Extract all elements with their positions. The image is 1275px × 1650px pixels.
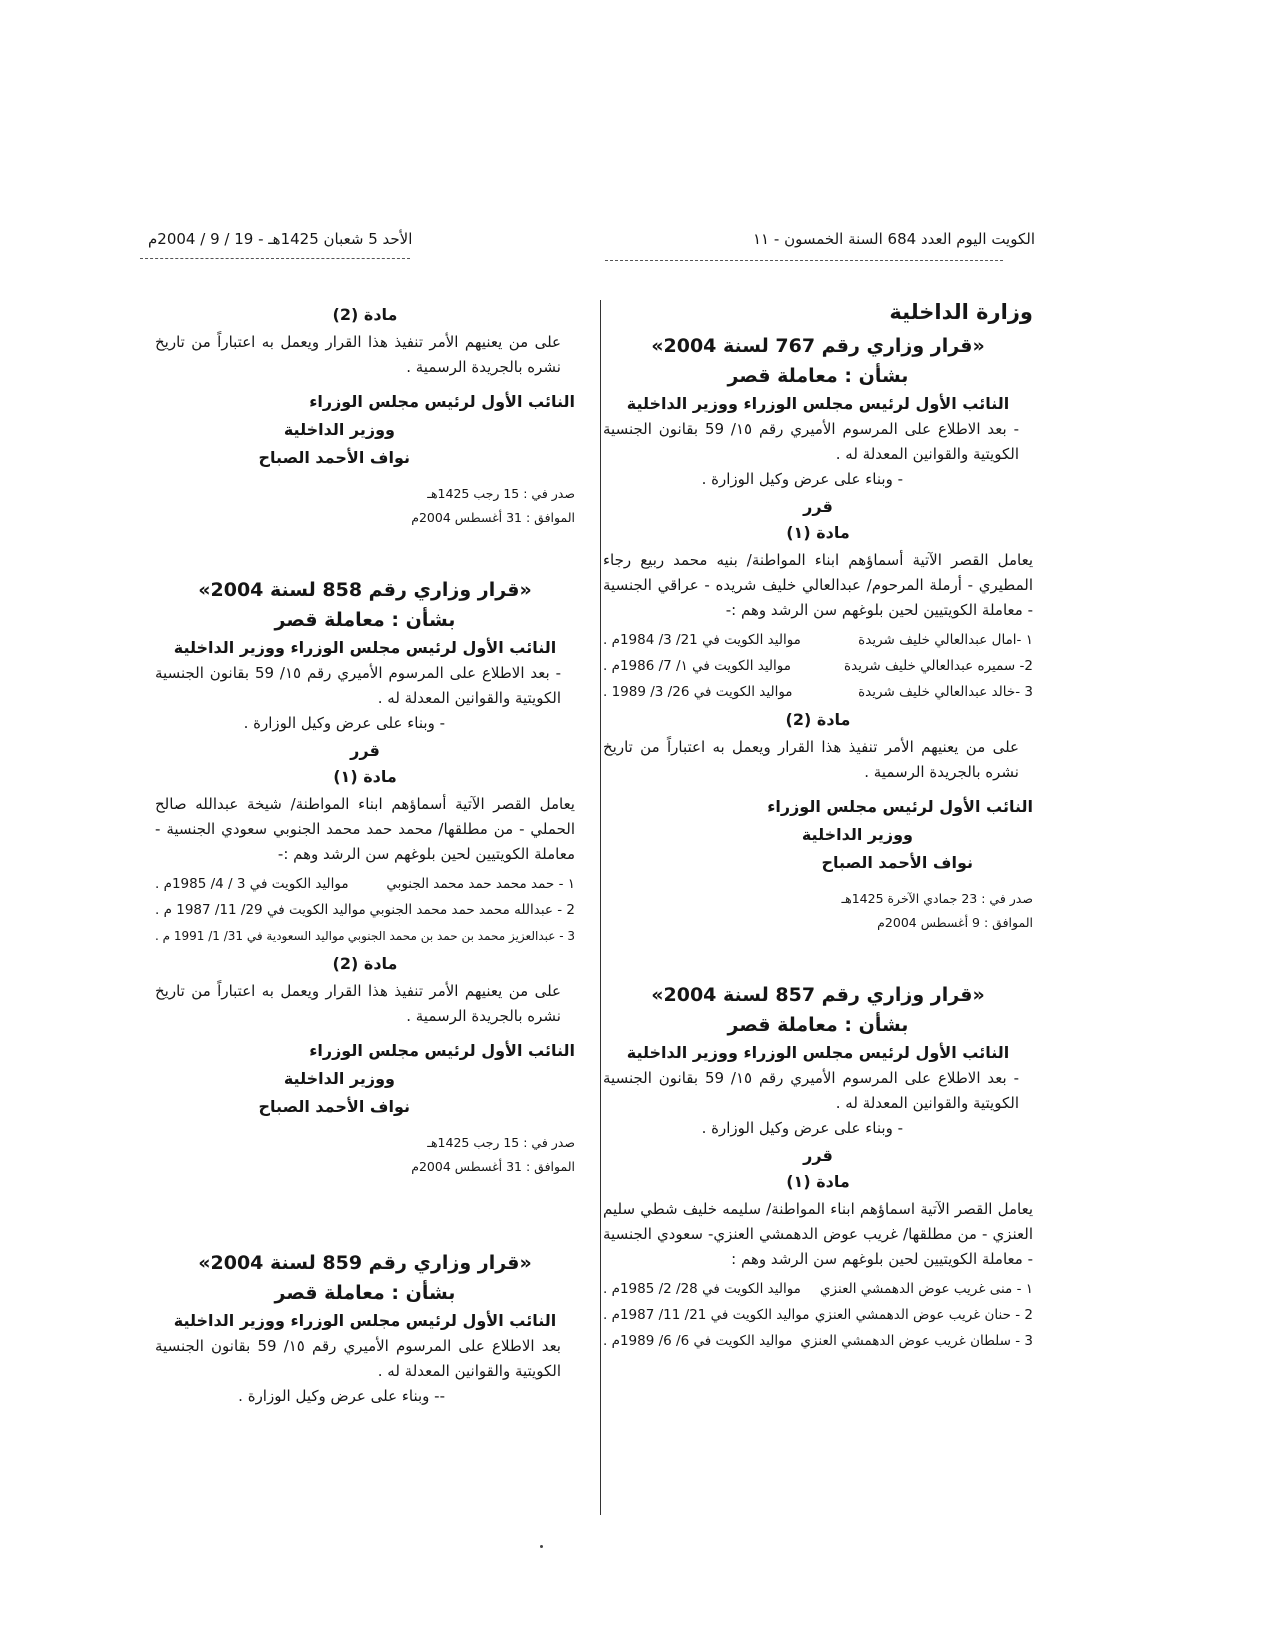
decision-preamble: - بعد الاطلاع على المرسوم الأميري رقم ١٥/ 59 بقانون الجنسية الكويتية والقوانين المعدلة له . — [603, 1069, 1019, 1112]
decision-858 — [155, 576, 575, 1179]
decision-859 — [155, 1249, 575, 1409]
header-issue-text: الكويت اليوم العدد 684 السنة الخمسون - ١١ — [753, 230, 1035, 248]
page-speck — [540, 1545, 543, 1548]
signature-block — [155, 388, 575, 472]
decision-preamble: - وبناء على عرض وكيل الوزارة . — [243, 714, 445, 732]
issue-dates — [155, 1131, 575, 1179]
decision-issuer: النائب الأول لرئيس مجلس الوزراء ووزير الداخلية — [626, 1043, 1010, 1062]
signatory-title: النائب الأول لرئيس مجلس الوزراء — [767, 797, 1033, 816]
child-birth: مواليد الكويت في 3 / 4/ 1985م . — [155, 876, 349, 892]
article-text: على من يعنيهم الأمر تنفيذ هذا القرار ويعمل به اعتباراً من تاريخ نشره بالجريدة الرسمية . — [603, 738, 1019, 781]
signatory-title: ووزير الداخلية — [801, 825, 913, 844]
signature-block — [603, 793, 1033, 877]
list-item — [155, 897, 575, 923]
right-column — [603, 300, 1033, 1358]
child-name: 2 - حنان غريب عوض الدهمشي العنزي — [814, 1307, 1033, 1323]
list-item — [155, 923, 575, 949]
header-date-text: الأحد 5 شعبان 1425هـ - 19 / 9 / 2004م — [148, 230, 413, 248]
ministry-heading: وزارة الداخلية — [889, 300, 1033, 324]
signature-block — [155, 1037, 575, 1121]
decision-preamble: - وبناء على عرض وكيل الوزارة . — [701, 1119, 903, 1137]
child-birth: مواليد الكويت في 21/ 11/ 1987م . — [603, 1307, 810, 1323]
decision-subject: بشأن : معاملة قصر — [727, 365, 909, 387]
decision-preamble: بعد الاطلاع على المرسوم الأميري رقم ١٥/ 59 بقانون الجنسية الكويتية والقوانين المعدلة له . — [155, 1337, 561, 1380]
decision-preamble: - بعد الاطلاع على المرسوم الأميري رقم ١٥/ 59 بقانون الجنسية الكويتية والقوانين المعدلة له . — [603, 420, 1019, 463]
header-rule-left — [140, 258, 410, 259]
list-item — [603, 679, 1033, 705]
child-birth: مواليد الكويت في ١/ 7/ 1986م . — [603, 658, 791, 674]
child-name: ١ - منى غريب عوض الدهمشي العنزي — [820, 1281, 1033, 1297]
page-header-left — [148, 226, 578, 260]
article-heading: مادة (١) — [333, 767, 397, 786]
decision-subject: بشأن : معاملة قصر — [727, 1014, 909, 1036]
list-item — [603, 653, 1033, 679]
issue-dates — [603, 887, 1033, 935]
decision-title: «قرار وزاري رقم 857 لسنة 2004» — [651, 984, 985, 1006]
continued-decision — [155, 304, 575, 530]
column-divider — [600, 300, 601, 1515]
decided-label: قرر — [803, 1146, 833, 1165]
signatory-name: نواف الأحمد الصباح — [258, 448, 410, 467]
left-column — [155, 300, 575, 1409]
decision-preamble: -- وبناء على عرض وكيل الوزارة . — [238, 1387, 445, 1405]
child-birth: مواليد السعودية في 31/ 1/ 1991 م . — [155, 929, 345, 943]
article-heading: مادة (2) — [785, 710, 851, 729]
article-heading: مادة (١) — [786, 523, 850, 542]
child-birth: مواليد الكويت في 28/ 2/ 1985م . — [603, 1281, 801, 1297]
decision-issuer: النائب الأول لرئيس مجلس الوزراء ووزير الداخلية — [626, 394, 1010, 413]
child-name: 3 - سلطان غريب عوض الدهمشي العنزي — [800, 1333, 1033, 1349]
list-item — [603, 627, 1033, 653]
decision-title: «قرار وزاري رقم 858 لسنة 2004» — [198, 579, 532, 601]
child-name: 3 - عبدالعزيز محمد بن حمد بن محمد الجنوبي — [347, 929, 575, 943]
signatory-name: نواف الأحمد الصباح — [821, 853, 973, 872]
list-item — [603, 1276, 1033, 1302]
page-header-right — [615, 226, 1035, 260]
article-text: يعامل القصر الآتية أسماؤهم ابناء المواطنة/ بنيه محمد ربيع رجاء المطيري - أرملة المرحوم/ عبدالعالي خليف شريده - عراقي الجنسية - معاملة الكويتيين لحين بلوغهم سن الرشد وهم :- — [603, 551, 1033, 619]
list-item — [155, 871, 575, 897]
decision-767 — [603, 332, 1033, 935]
header-rule-right — [605, 260, 1003, 261]
child-birth: مواليد الكويت في 26/ 3/ 1989 . — [603, 684, 793, 700]
corresponding-date: الموافق : 31 أغسطس 2004م — [411, 1159, 575, 1174]
issued-date: صدر في : 15 رجب 1425هـ — [427, 486, 575, 501]
children-list — [155, 871, 575, 949]
decision-preamble: - بعد الاطلاع على المرسوم الأميري رقم ١٥/ 59 بقانون الجنسية الكويتية والقوانين المعدلة له . — [155, 664, 561, 707]
signatory-title: ووزير الداخلية — [283, 420, 395, 439]
decision-preamble: - وبناء على عرض وكيل الوزارة . — [701, 470, 903, 488]
issue-dates — [155, 482, 575, 530]
article-text: على من يعنيهم الأمر تنفيذ هذا القرار ويعمل به اعتباراً من تاريخ نشره بالجريدة الرسمية . — [155, 333, 561, 376]
article-heading: مادة (2) — [332, 305, 398, 324]
child-name: 2- سميره عبدالعالي خليف شريدة — [844, 658, 1033, 674]
decision-title: «قرار وزاري رقم 767 لسنة 2004» — [651, 335, 985, 357]
child-name: 2 - عبدالله محمد حمد محمد الجنوبي — [369, 902, 575, 918]
signatory-title: ووزير الداخلية — [283, 1069, 395, 1088]
decided-label: قرر — [803, 497, 833, 516]
children-list — [603, 627, 1033, 705]
signatory-title: النائب الأول لرئيس مجلس الوزراء — [309, 392, 575, 411]
corresponding-date: الموافق : 9 أغسطس 2004م — [877, 915, 1033, 930]
signatory-title: النائب الأول لرئيس مجلس الوزراء — [309, 1041, 575, 1060]
article-text: على من يعنيهم الأمر تنفيذ هذا القرار ويعمل به اعتباراً من تاريخ نشره بالجريدة الرسمية . — [155, 982, 561, 1025]
issued-date: صدر في : 23 جمادي الآخرة 1425هـ — [841, 891, 1033, 906]
child-birth: مواليد الكويت في 21/ 3/ 1984م . — [603, 632, 801, 648]
decision-title: «قرار وزاري رقم 859 لسنة 2004» — [198, 1252, 532, 1274]
child-birth: مواليد الكويت في 29/ 11/ 1987 م . — [155, 902, 366, 918]
list-item — [603, 1328, 1033, 1354]
decision-857 — [603, 981, 1033, 1354]
children-list — [603, 1276, 1033, 1354]
article-text: يعامل القصر الآتية أسماؤهم ابناء المواطنة/ شيخة عبدالله صالح الحملي - من مطلقها/ محمد حمد محمد الجنوبي سعودي الجنسية - معاملة الكويتيين لحين بلوغهم سن الرشد وهم :- — [155, 795, 575, 863]
decision-issuer: النائب الأول لرئيس مجلس الوزراء ووزير الداخلية — [173, 638, 557, 657]
corresponding-date: الموافق : 31 أغسطس 2004م — [411, 510, 575, 525]
decided-label: قرر — [350, 741, 380, 760]
child-name: ١ -امال عبدالعالي خليف شريدة — [858, 632, 1033, 648]
issued-date: صدر في : 15 رجب 1425هـ — [427, 1135, 575, 1150]
decision-issuer: النائب الأول لرئيس مجلس الوزراء ووزير الداخلية — [173, 1311, 557, 1330]
signatory-name: نواف الأحمد الصباح — [258, 1097, 410, 1116]
decision-subject: بشأن : معاملة قصر — [274, 609, 456, 631]
list-item — [603, 1302, 1033, 1328]
article-heading: مادة (2) — [332, 954, 398, 973]
article-heading: مادة (١) — [786, 1172, 850, 1191]
child-birth: مواليد الكويت في 6/ 6/ 1989م . — [603, 1333, 793, 1349]
article-text: يعامل القصر الآتية اسماؤهم ابناء المواطنة/ سليمه خليف شطي سليم العنزي - من مطلقها/ غريب عوض الدهمشي العنزي- سعودي الجنسية - معاملة الكويتيين لحين بلوغهم سن الرشد وهم : — [603, 1200, 1033, 1268]
child-name: 3 -خالد عبدالعالي خليف شريدة — [858, 684, 1033, 700]
decision-subject: بشأن : معاملة قصر — [274, 1282, 456, 1304]
child-name: ١ - حمد محمد حمد محمد الجنوبي — [386, 876, 575, 892]
